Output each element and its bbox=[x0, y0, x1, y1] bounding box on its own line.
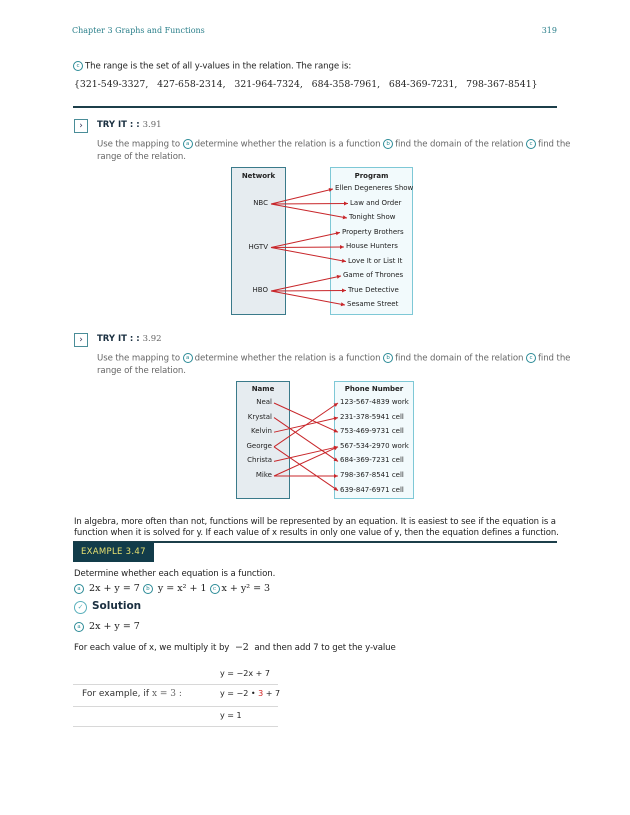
range-text: The range is the set of all y-values in the relation. The range is: bbox=[85, 61, 352, 72]
explanation-part1: For each value of x, we multiply it by bbox=[74, 643, 230, 653]
marker-b-icon: b bbox=[383, 139, 393, 149]
range-item: 231-378-5941 cell bbox=[340, 412, 404, 421]
instr-part2: determine whether the relation is a function bbox=[194, 353, 381, 364]
try-it-instructions-1-line2: range of the relation. bbox=[97, 152, 186, 162]
arrowhead bbox=[341, 302, 345, 306]
program-header: Program bbox=[354, 172, 389, 180]
mapping-arrow bbox=[271, 204, 347, 218]
phone-header: Phone Number bbox=[344, 385, 404, 393]
arrowhead bbox=[342, 259, 346, 263]
network-header: Network bbox=[241, 172, 276, 180]
try-it-instructions-2-line2: range of the relation. bbox=[97, 366, 186, 376]
paragraph-line-2: function when it is solved for y. If each value of x results in only one value of y, then the equation defines a function. bbox=[74, 528, 559, 538]
domain-item: Christa bbox=[247, 456, 272, 465]
table-divider bbox=[73, 706, 278, 707]
range-item: 639-847-6971 cell bbox=[340, 485, 404, 494]
name-phone-mapping-diagram bbox=[236, 381, 416, 500]
example-math: x = 3 : bbox=[151, 689, 182, 699]
range-item: 684-369-7231 cell bbox=[340, 456, 404, 465]
paragraph-line-1: In algebra, more often than not, functions will be represented by an equation. It is easiest to see if the equation is a bbox=[74, 517, 556, 527]
arrowhead bbox=[334, 457, 338, 461]
instr-part3: find the domain of the relation bbox=[395, 139, 524, 150]
range-item: True Detective bbox=[348, 285, 399, 294]
range-item: 567-534-2970 work bbox=[340, 441, 409, 450]
arrowhead bbox=[342, 289, 346, 293]
instr-part1: Use the mapping to bbox=[97, 353, 181, 364]
mapping-arrows bbox=[231, 167, 413, 316]
mapping-arrow bbox=[274, 403, 338, 432]
range-item: Love It or List It bbox=[348, 256, 403, 265]
example-tag: EXAMPLE 3.47 bbox=[73, 542, 154, 562]
table-row-3-eq: y = 1 bbox=[220, 711, 242, 720]
mapping-arrow bbox=[271, 291, 346, 292]
range-item: Ellen Degeneres Show bbox=[335, 184, 414, 192]
table-row-2-eq bbox=[220, 689, 280, 698]
arrowhead bbox=[334, 403, 338, 407]
arrowhead bbox=[344, 202, 348, 206]
mapping-arrow bbox=[271, 247, 344, 248]
range-item: House Hunters bbox=[346, 242, 398, 250]
try-it-label: TRY IT : : bbox=[97, 334, 140, 344]
try-it-heading-2 bbox=[97, 334, 162, 344]
mapping-arrow bbox=[274, 447, 338, 491]
mapping-arrow bbox=[274, 447, 338, 462]
equation-a: 2x + y = 7 bbox=[89, 583, 140, 594]
domain-item: Neal bbox=[256, 398, 272, 406]
mapping-arrow bbox=[271, 189, 333, 204]
range-statement bbox=[73, 61, 351, 72]
mapping-arrow bbox=[274, 447, 338, 476]
arrowhead bbox=[334, 474, 338, 478]
range-item: Law and Order bbox=[350, 198, 402, 207]
example-label: For example, if bbox=[82, 689, 150, 699]
part-c-marker-icon: c bbox=[73, 61, 83, 71]
marker-a-icon: a bbox=[74, 622, 84, 632]
expand-chevron-icon[interactable]: › bbox=[74, 119, 88, 133]
marker-b-icon: b bbox=[143, 584, 153, 594]
eq-substituted-value: 3 bbox=[258, 689, 264, 698]
range-set: {321-549-3327, 427-658-2314, 321-964-7324, 684-358-7961, 684-369-7231, 798-367-8541} bbox=[74, 79, 538, 90]
instr-part1: Use the mapping to bbox=[97, 139, 181, 150]
arrowhead bbox=[337, 275, 341, 279]
domain-item: Krystal bbox=[247, 412, 272, 421]
range-item: 123-567-4839 work bbox=[340, 398, 409, 406]
range-item: Property Brothers bbox=[342, 227, 404, 236]
arrowhead bbox=[334, 487, 338, 491]
mapping-arrow bbox=[271, 291, 345, 305]
eq-post: + 7 bbox=[263, 689, 281, 698]
instr-part4: find the bbox=[538, 139, 571, 150]
arrowhead bbox=[336, 231, 340, 235]
table-divider bbox=[73, 726, 278, 727]
table-row-2-label bbox=[82, 689, 182, 699]
domain-item: HBO bbox=[252, 286, 268, 294]
domain-item: Kelvin bbox=[250, 427, 272, 436]
marker-a-icon: a bbox=[183, 139, 193, 149]
try-it-number: 3.91 bbox=[142, 120, 162, 130]
page-number: 319 bbox=[541, 26, 557, 35]
range-item: 753-469-9731 cell bbox=[340, 427, 404, 436]
eq-pre: y = −2 • bbox=[220, 689, 259, 698]
try-it-label: TRY IT : : bbox=[97, 120, 140, 130]
arrowhead bbox=[343, 215, 347, 219]
solution-title: Solution bbox=[92, 600, 142, 612]
mapping-arrow bbox=[271, 204, 348, 205]
domain-item: NBC bbox=[253, 199, 268, 207]
marker-c-icon: c bbox=[210, 584, 220, 594]
check-circle-icon: ✓ bbox=[74, 601, 87, 614]
table-row-1-eq: y = −2x + 7 bbox=[220, 669, 270, 678]
domain-item: HGTV bbox=[248, 242, 268, 251]
section-divider bbox=[73, 106, 557, 108]
mapping-arrow bbox=[271, 276, 341, 291]
try-it-heading-1 bbox=[97, 120, 162, 130]
solution-equation bbox=[74, 621, 140, 632]
range-item: 798-367-8541 cell bbox=[340, 471, 404, 479]
arrowhead bbox=[340, 245, 344, 249]
instr-part2: determine whether the relation is a function bbox=[194, 139, 381, 150]
marker-a-icon: a bbox=[183, 353, 193, 363]
name-header: Name bbox=[251, 385, 275, 393]
example-equations bbox=[74, 583, 270, 594]
range-item: Game of Thrones bbox=[343, 271, 404, 279]
domain-item: Mike bbox=[255, 471, 272, 479]
expand-chevron-icon[interactable]: › bbox=[74, 333, 88, 347]
solution-eq-a: 2x + y = 7 bbox=[89, 621, 140, 632]
explanation-part2: and then add 7 to get the y-value bbox=[254, 643, 396, 653]
marker-c-icon: c bbox=[526, 139, 536, 149]
mapping-arrow bbox=[271, 248, 346, 262]
try-it-instructions-2 bbox=[97, 353, 570, 364]
mapping-arrows bbox=[236, 381, 416, 500]
try-it-number: 3.92 bbox=[142, 334, 162, 344]
domain-item: George bbox=[246, 441, 272, 450]
explanation-number: −2 bbox=[234, 642, 249, 653]
chapter-title: Chapter 3 Graphs and Functions bbox=[72, 26, 205, 35]
marker-a-icon: a bbox=[74, 584, 84, 594]
solution-explanation bbox=[74, 642, 396, 653]
range-item: Tonight Show bbox=[349, 213, 396, 221]
mapping-arrow bbox=[274, 403, 338, 447]
range-item: Sesame Street bbox=[347, 300, 399, 308]
try-it-instructions-1 bbox=[97, 139, 570, 150]
arrowhead bbox=[329, 188, 333, 192]
example-prompt: Determine whether each equation is a function. bbox=[74, 569, 276, 579]
instr-part3: find the domain of the relation bbox=[395, 353, 524, 364]
instr-part4: find the bbox=[538, 353, 571, 364]
mapping-arrow bbox=[274, 418, 338, 462]
network-program-mapping-diagram bbox=[231, 167, 413, 316]
equation-b: y = x² + 1 bbox=[157, 583, 207, 594]
equation-c: x + y² = 3 bbox=[221, 583, 271, 594]
mapping-arrow bbox=[271, 233, 340, 248]
marker-c-icon: c bbox=[526, 353, 536, 363]
marker-b-icon: b bbox=[383, 353, 393, 363]
arrowhead bbox=[334, 417, 338, 421]
table-divider bbox=[73, 684, 278, 685]
